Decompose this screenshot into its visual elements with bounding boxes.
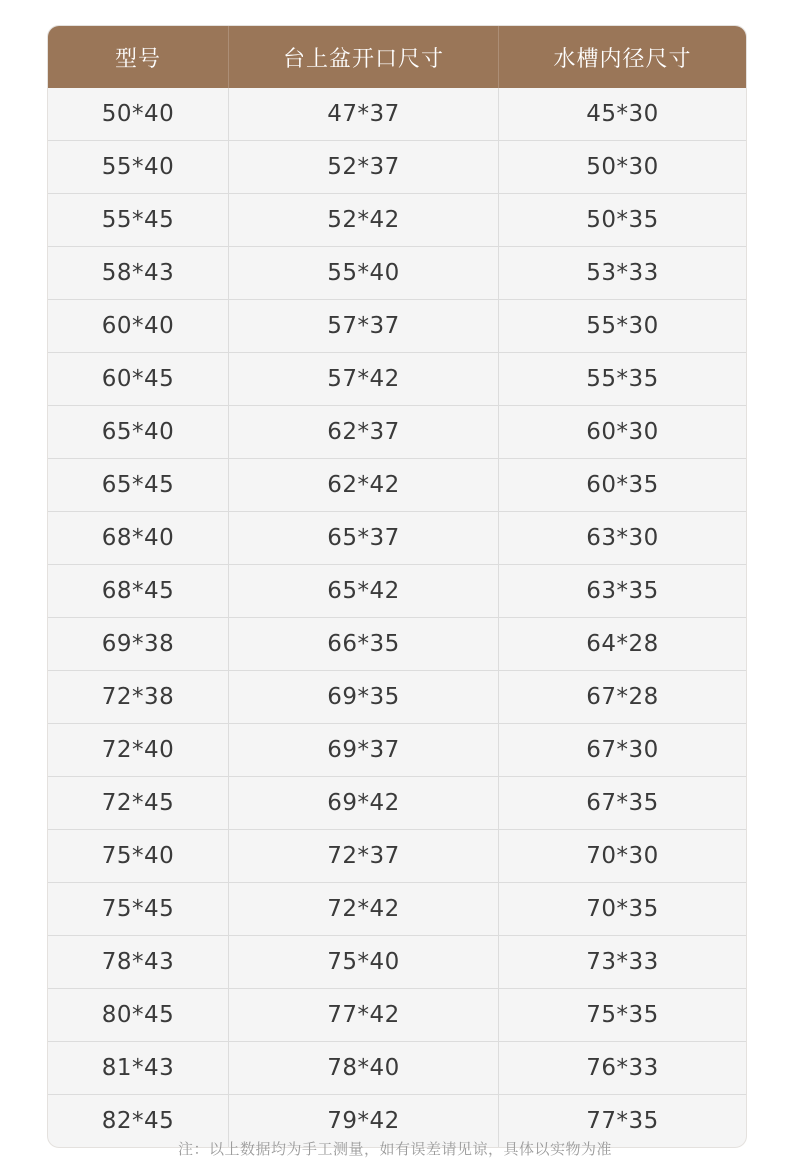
header-model: 型号: [114, 46, 161, 72]
table-row: [48, 723, 746, 776]
table-row: [48, 405, 746, 458]
cell-sink-inner: 60*30: [498, 406, 746, 458]
cell-sink-inner: 55*30: [498, 300, 746, 352]
cell-countertop-opening: 57*37: [228, 300, 498, 352]
cell-sink-inner: 76*33: [498, 1042, 746, 1094]
cell-countertop-opening: 52*37: [228, 141, 498, 193]
cell-model: 78*43: [101, 949, 175, 975]
cell-countertop-opening: 72*37: [228, 830, 498, 882]
table-row: [48, 458, 746, 511]
table-row: [48, 88, 746, 140]
cell-model: 55*45: [101, 207, 175, 233]
table-header: [48, 26, 746, 88]
cell-model: 75*45: [101, 896, 175, 922]
cell-sink-inner: 77*35: [498, 1095, 746, 1147]
table-row: [48, 246, 746, 299]
cell-model: 50*40: [101, 101, 175, 127]
cell-model: 55*40: [101, 154, 175, 180]
table-row: [48, 617, 746, 670]
table-row: [48, 1041, 746, 1094]
size-table: [47, 25, 747, 1148]
cell-sink-inner: 50*35: [498, 194, 746, 246]
cell-countertop-opening: 69*35: [228, 671, 498, 723]
cell-model: 65*40: [101, 419, 175, 445]
cell-model: 69*38: [101, 631, 175, 657]
cell-sink-inner: 75*35: [498, 989, 746, 1041]
cell-model: 65*45: [101, 472, 175, 498]
cell-sink-inner: 63*35: [498, 565, 746, 617]
table-row: [48, 140, 746, 193]
cell-sink-inner: 63*30: [498, 512, 746, 564]
table-row: [48, 988, 746, 1041]
table-row: [48, 511, 746, 564]
cell-model: 72*40: [101, 737, 175, 763]
cell-countertop-opening: 52*42: [228, 194, 498, 246]
cell-model: 75*40: [101, 843, 175, 869]
cell-model: 72*45: [101, 790, 175, 816]
table-row: [48, 564, 746, 617]
table-row: [48, 299, 746, 352]
table-row: [48, 670, 746, 723]
header-sink-inner-size: 水槽内径尺寸: [498, 26, 746, 88]
table-row: [48, 193, 746, 246]
cell-countertop-opening: 72*42: [228, 883, 498, 935]
cell-model: 80*45: [101, 1002, 175, 1028]
cell-model: 68*45: [101, 578, 175, 604]
header-countertop-opening-size: 台上盆开口尺寸: [228, 26, 498, 88]
cell-countertop-opening: 65*42: [228, 565, 498, 617]
table-row: [48, 882, 746, 935]
cell-countertop-opening: 65*37: [228, 512, 498, 564]
cell-countertop-opening: 69*42: [228, 777, 498, 829]
cell-model: 68*40: [101, 525, 175, 551]
table-row: [48, 776, 746, 829]
cell-sink-inner: 70*35: [498, 883, 746, 935]
table-row: [48, 935, 746, 988]
cell-sink-inner: 60*35: [498, 459, 746, 511]
cell-countertop-opening: 79*42: [228, 1095, 498, 1147]
cell-sink-inner: 67*30: [498, 724, 746, 776]
cell-model: 60*40: [101, 313, 175, 339]
cell-sink-inner: 73*33: [498, 936, 746, 988]
table-row: [48, 352, 746, 405]
cell-model: 82*45: [101, 1108, 175, 1134]
cell-countertop-opening: 57*42: [228, 353, 498, 405]
cell-model: 58*43: [101, 260, 175, 286]
cell-sink-inner: 53*33: [498, 247, 746, 299]
cell-sink-inner: 64*28: [498, 618, 746, 670]
cell-countertop-opening: 77*42: [228, 989, 498, 1041]
cell-countertop-opening: 55*40: [228, 247, 498, 299]
cell-sink-inner: 67*35: [498, 777, 746, 829]
cell-sink-inner: 45*30: [498, 88, 746, 140]
cell-sink-inner: 70*30: [498, 830, 746, 882]
cell-countertop-opening: 62*42: [228, 459, 498, 511]
cell-sink-inner: 67*28: [498, 671, 746, 723]
cell-model: 60*45: [101, 366, 175, 392]
cell-model: 72*38: [101, 684, 175, 710]
cell-model: 81*43: [101, 1055, 175, 1081]
cell-countertop-opening: 66*35: [228, 618, 498, 670]
table-row: [48, 829, 746, 882]
footnote: 注：以上数据均为手工测量，如有误差请见谅，具体以实物为准: [177, 1140, 612, 1158]
cell-countertop-opening: 47*37: [228, 88, 498, 140]
cell-countertop-opening: 62*37: [228, 406, 498, 458]
cell-countertop-opening: 78*40: [228, 1042, 498, 1094]
cell-sink-inner: 55*35: [498, 353, 746, 405]
table-body: [48, 88, 746, 1147]
cell-countertop-opening: 75*40: [228, 936, 498, 988]
cell-sink-inner: 50*30: [498, 141, 746, 193]
cell-countertop-opening: 69*37: [228, 724, 498, 776]
